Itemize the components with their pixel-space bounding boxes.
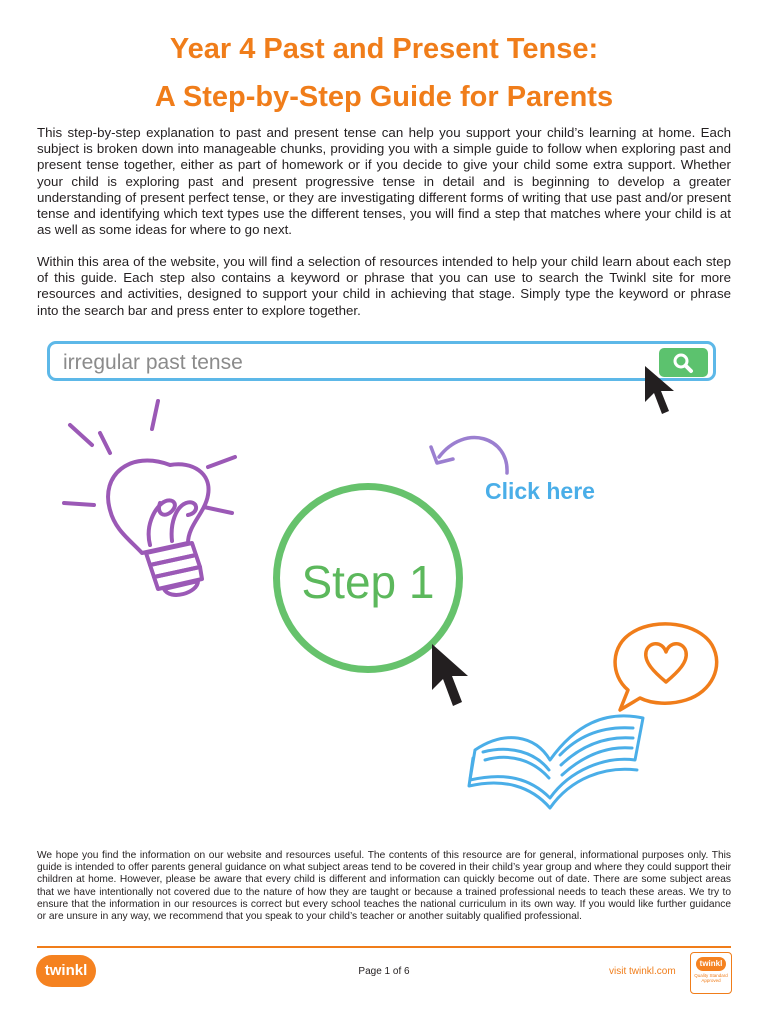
search-bar[interactable]: [47, 341, 716, 381]
footer-divider: [37, 946, 731, 948]
search-input[interactable]: irregular past tense: [63, 351, 243, 374]
cursor-icon: [640, 362, 680, 422]
disclaimer-text: We hope you find the information on our website and resources useful. The contents of this resource are for general, informational purposes only. This guide is intended to offer parents general guidance on what subject areas tend to be covered in their child’s year group and where they could support their children at home. However, please be aware that every child is different and information can quickly become out of date. There are some subject areas that we have intentionally not covered due to the nature of how they are taught or because a trained professional needs to teach these areas. We try to ensure that the information in our resources is correct but every school teaches the national curriculum in its own way. If you would like further guidance or are unsure in any way, we recommend that you speak to your child’s teacher or another suitably qualified professional.: [37, 850, 731, 923]
page-title-line-2: A Step-by-Step Guide for Parents: [154, 81, 614, 113]
twinkl-logo[interactable]: twinkl: [36, 955, 96, 987]
intro-paragraph-1: This step-by-step explanation to past and present tense can help you support your child’s learning at home. Each subject is broken down into manageable chunks, providing you with a simple guide to follow when exploring past and present tense together, either as part of homework or if you decide to give your child some extra support. Whether your child is exploring past and present progressive tense in detail and is beginning to develop a greater understanding of present perfect tense, or they are investigating different forms of writing that use past and/or present tense and identifying which text types use the different tenses, you will find a step that matches where your child is at as well as some ideas for where to go next.: [37, 125, 731, 238]
quality-badge: [690, 952, 732, 994]
visit-twinkl-link[interactable]: visit twinkl.com: [609, 966, 676, 977]
step-1-label: Step 1: [301, 556, 435, 608]
badge-logo: twinkl: [696, 957, 726, 971]
page-title-line-1: Year 4 Past and Present Tense:: [169, 33, 599, 65]
lightbulb-icon: [60, 395, 240, 610]
badge-text: Quality Standard Approved: [694, 973, 728, 983]
click-here-label: Click here: [485, 478, 595, 504]
open-book-icon: [465, 690, 655, 815]
intro-paragraph-2: Within this area of the website, you will find a selection of resources intended to help your child learn about each step of this guide. Each step also contains a keyword or phrase that you can use to search the Twinkl site for more resources and activities, designed to support your child in achieving that stage. Simply type the keyword or phrase into the search bar and press enter to explore together.: [37, 254, 731, 318]
curved-arrow-icon: [425, 425, 520, 480]
page-number: Page 1 of 6: [358, 966, 410, 977]
